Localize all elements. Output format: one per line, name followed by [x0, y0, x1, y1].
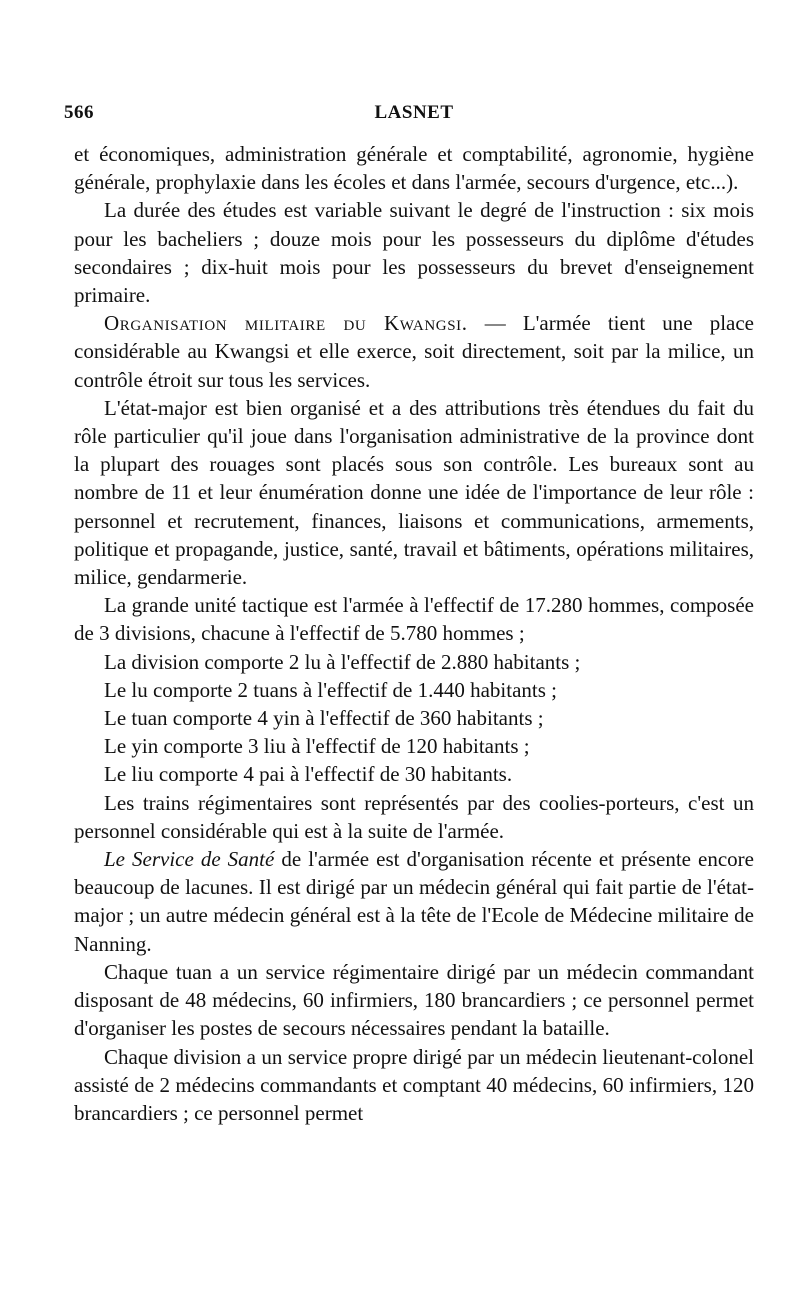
- paragraph-3-text: — L'armée tient une place considérable au Kwangsi et elle exerce, soit directement, soit par la milice, un contrôle étroit sur tous les services.: [74, 311, 754, 392]
- paragraph-2: La durée des études est variable suivant le degré de l'instruction : six mois pour les bacheliers ; douze mois pour les possesseurs du diplôme d'études secondaires ; dix-huit mois pour les possesseurs du brevet d'enseignement primaire.: [74, 198, 754, 308]
- paragraph-5: La grande unité tactique est l'armée à l'effectif de 17.280 hommes, composée de 3 divisions, chacune à l'effectif de 5.780 hommes ;: [74, 593, 754, 646]
- running-header: [64, 96, 754, 126]
- paragraph-10: Le liu comporte 4 pai à l'effectif de 30 habitants.: [104, 762, 513, 787]
- paragraph-12: [74, 845, 754, 958]
- paragraph-1: et économiques, administration générale et comptabilité, agronomie, hygiène générale, prophylaxie dans les écoles et dans l'armée, secours d'urgence, etc...).: [74, 142, 754, 195]
- paragraph-3: [74, 309, 754, 394]
- page-number: 566: [64, 102, 94, 123]
- service-de-sante-heading: Le Service de Santé: [104, 847, 275, 872]
- paragraph-11: Les trains régimentaires sont représentés par des coolies-porteurs, c'est un personnel considérable qui est à la suite de l'armée.: [74, 790, 754, 843]
- paragraph-6: La division comporte 2 lu à l'effectif de 2.880 habitants ;: [104, 649, 581, 674]
- paragraph-13: Chaque tuan a un service régimentaire dirigé par un médecin commandant disposant de 48 médecins, 60 infirmiers, 180 brancardiers ; ce personnel permet d'organiser les postes de secours nécessaires pendant la bataille.: [74, 959, 754, 1041]
- paragraph-12-text: de l'armée est d'organisation récente et présente encore beaucoup de lacunes. Il est dirigé par un médecin général qui fait partie de l'état-major ; un autre médecin général est à la tête de l'Ecole de Médecine militaire de Nanning.: [74, 847, 754, 956]
- section-heading-kwangsi: Organisation militaire du Kwangsi.: [104, 311, 468, 336]
- paragraph-7: Le lu comporte 2 tuans à l'effectif de 1.440 habitants ;: [104, 677, 558, 702]
- running-title: LASNET: [374, 102, 454, 123]
- book-page: [64, 96, 754, 1127]
- paragraph-14: Chaque division a un service propre dirigé par un médecin lieutenant-colonel assisté de 2 médecins commandants et comptant 40 médecins, 60 infirmiers, 120 brancardiers ; ce personnel permet: [74, 1044, 754, 1125]
- paragraph-8: Le tuan comporte 4 yin à l'effectif de 360 habitants ;: [104, 706, 544, 731]
- paragraph-4: L'état-major est bien organisé et a des attributions très étendues du fait du rôle particulier qu'il joue dans l'organisation administrative de la province dont la plupart des rouages sont placés sous son contrôle. Les bureaux sont au nombre de 11 et leur énumération donne une idée de l'importance de leur rôle : personnel et recrutement, finances, liaisons et communications, armements, politique et propagande, justice, santé, travail et bâtiments, opérations militaires, milice, gendarmerie.: [74, 395, 754, 590]
- body-text: [74, 140, 754, 1127]
- paragraph-9: Le yin comporte 3 liu à l'effectif de 120 habitants ;: [104, 734, 530, 759]
